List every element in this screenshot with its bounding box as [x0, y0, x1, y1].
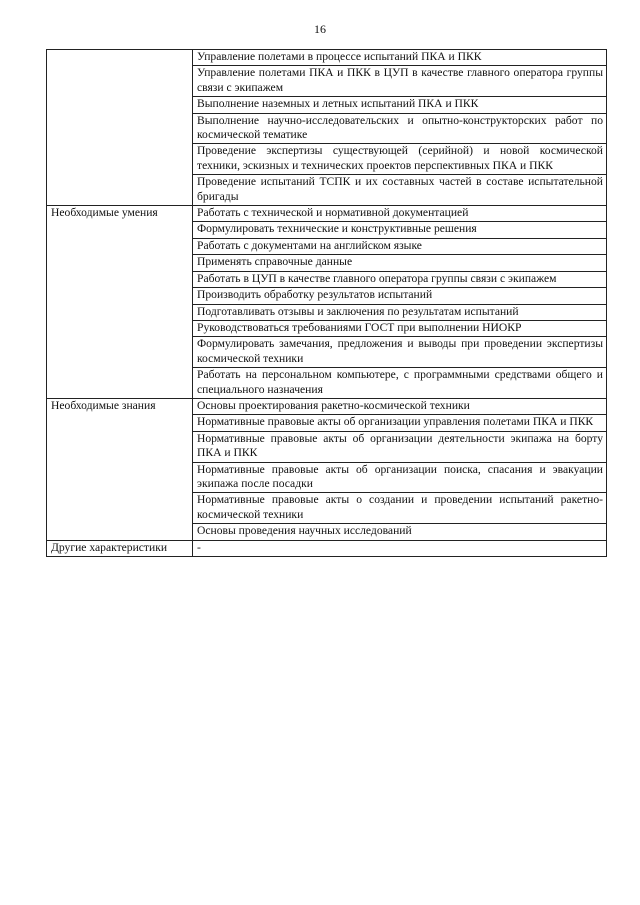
- item-cell: Нормативные правовые акты об организации поиска, спасания и эвакуации экипажа после посадки: [193, 462, 607, 493]
- table-body: [47, 50, 607, 557]
- item-cell: Управление полетами ПКА и ПКК в ЦУП в качестве главного оператора группы связи с экипажем: [193, 66, 607, 97]
- section-label: Необходимые знания: [51, 398, 156, 412]
- item-cell: Проведение испытаний ТСПК и их составных частей в составе испытательной бригады: [193, 175, 607, 206]
- item-cell: Производить обработку результатов испытаний: [193, 288, 607, 304]
- section-label-cell: [47, 540, 193, 556]
- item-cell: Нормативные правовые акты об организации деятельности экипажа на борту ПКА и ПКК: [193, 431, 607, 462]
- item-cell: -: [193, 540, 607, 556]
- item-cell: Нормативные правовые акты о создании и проведении испытаний ракетно-космической техники: [193, 493, 607, 524]
- item-cell: Работать с документами на английском языке: [193, 238, 607, 254]
- item-cell: Применять справочные данные: [193, 255, 607, 271]
- item-cell: Основы проектирования ракетно-космической техники: [193, 398, 607, 414]
- item-cell: Основы проведения научных исследований: [193, 524, 607, 540]
- page-number: 16: [314, 22, 326, 36]
- item-cell: Выполнение наземных и летных испытаний ПКА и ПКК: [193, 97, 607, 113]
- table-row: [47, 206, 607, 222]
- item-cell: Нормативные правовые акты об организации управления полетами ПКА и ПКК: [193, 415, 607, 431]
- item-cell: Проведение экспертизы существующей (серийной) и новой космической техники, эскизных и технических проектов перспективных ПКА и ПКК: [193, 144, 607, 175]
- item-cell: Управление полетами в процессе испытаний ПКА и ПКК: [193, 50, 607, 66]
- item-cell: Работать на персональном компьютере, с программными средствами общего и специального назначения: [193, 368, 607, 399]
- item-cell: Формулировать технические и конструктивные решения: [193, 222, 607, 238]
- table-row: [47, 50, 607, 66]
- section-label: Другие характеристики: [51, 540, 168, 554]
- section-label-cell: [47, 50, 193, 206]
- item-cell: Подготавливать отзывы и заключения по результатам испытаний: [193, 304, 607, 320]
- section-label-cell: [47, 398, 193, 540]
- item-cell: Руководствоваться требованиями ГОСТ при выполнении НИОКР: [193, 320, 607, 336]
- item-cell: Работать с технической и нормативной документацией: [193, 206, 607, 222]
- table-row: [47, 540, 607, 556]
- item-cell: Работать в ЦУП в качестве главного оператора группы связи с экипажем: [193, 271, 607, 287]
- characteristics-table: [46, 49, 607, 557]
- item-cell: Формулировать замечания, предложения и выводы при проведении экспертизы космической техники: [193, 337, 607, 368]
- section-label-cell: [47, 206, 193, 399]
- item-cell: Выполнение научно-исследовательских и опытно-конструкторских работ по космической тематике: [193, 113, 607, 144]
- table-row: [47, 398, 607, 414]
- section-label: Необходимые умения: [51, 206, 158, 220]
